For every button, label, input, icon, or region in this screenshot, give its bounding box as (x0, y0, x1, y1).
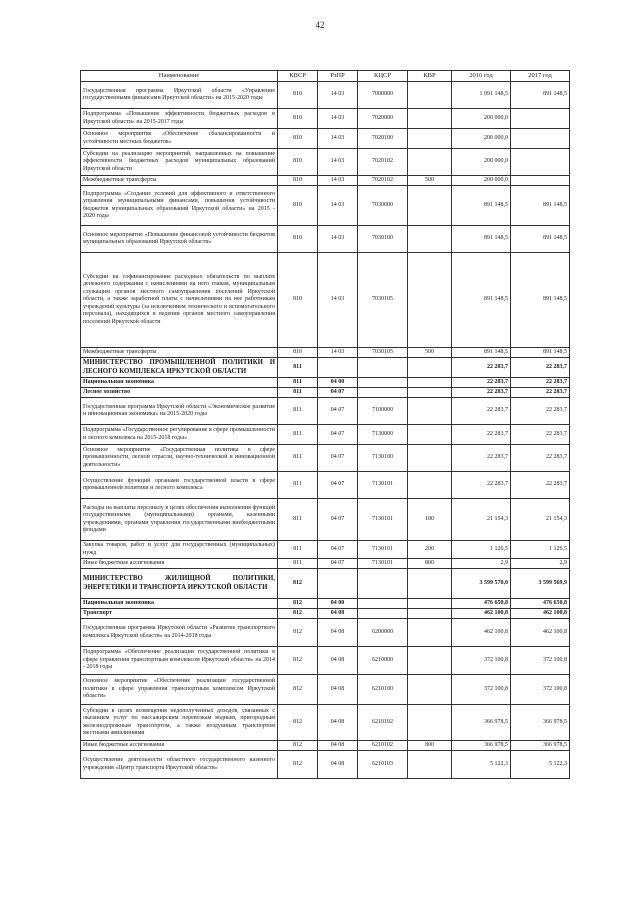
cell-kvr: 800 (408, 741, 452, 751)
cell-name: Подпрограмма «Государственное регулирование в сфере промышленности и лесного комплекса на 2015-2018 годы» (81, 425, 278, 445)
cell-kvsr: 812 (278, 599, 318, 609)
cell-kcsr: 6210103 (358, 751, 408, 779)
cell-kcsr (358, 599, 408, 609)
cell-rzpr: 04 08 (318, 619, 358, 647)
cell-kvr (408, 82, 452, 109)
cell-kvsr: 811 (278, 358, 318, 378)
col-header-2017: 2017 год (511, 71, 570, 82)
cell-kcsr: 7130101 (358, 499, 408, 541)
cell-rzpr (318, 569, 358, 599)
cell-rzpr (318, 358, 358, 378)
cell-kvr (408, 253, 452, 348)
cell-rzpr: 04 08 (318, 705, 358, 741)
table-row (81, 675, 570, 705)
cell-kcsr (358, 609, 408, 619)
cell-2017: 22 283,7 (511, 398, 570, 425)
cell-2016: 200 000,0 (452, 149, 511, 176)
table-row (81, 741, 570, 751)
cell-kvsr: 811 (278, 541, 318, 559)
col-header-kvsr: КВСР (278, 71, 318, 82)
cell-kvr: 200 (408, 541, 452, 559)
cell-2017: 372 100,8 (511, 647, 570, 675)
cell-name: Иные бюджетные ассигнования (81, 741, 278, 751)
cell-name: Основное мероприятие «Обеспечение сбалансированности и устойчивости местных бюджетов» (81, 129, 278, 149)
cell-2016: 462 100,8 (452, 609, 511, 619)
cell-kvr (408, 129, 452, 149)
cell-2016: 200 000,0 (452, 176, 511, 186)
cell-kcsr: 7030105 (358, 253, 408, 348)
cell-kvr (408, 647, 452, 675)
cell-rzpr: 04 08 (318, 675, 358, 705)
cell-kvr: 500 (408, 348, 452, 358)
cell-kcsr: 7020000 (358, 109, 408, 129)
cell-2017: 22 283,7 (511, 378, 570, 388)
cell-2016: 21 154,3 (452, 499, 511, 541)
table-row (81, 425, 570, 445)
cell-rzpr: 14 03 (318, 186, 358, 226)
cell-name: Осуществление функций органами государственной власти в сфере промышленной политики и лесного комплекса (81, 472, 278, 499)
cell-kvsr: 811 (278, 398, 318, 425)
cell-2017: 476 650,8 (511, 599, 570, 609)
budget-table (80, 70, 570, 779)
cell-kvsr: 812 (278, 741, 318, 751)
table-row (81, 472, 570, 499)
cell-kvsr: 810 (278, 129, 318, 149)
cell-rzpr: 04 08 (318, 741, 358, 751)
table-row (81, 541, 570, 559)
cell-name: Национальная экономика (81, 599, 278, 609)
cell-rzpr: 04 08 (318, 647, 358, 675)
cell-rzpr: 04 00 (318, 378, 358, 388)
cell-2016: 22 283,7 (452, 388, 511, 398)
cell-kvr (408, 751, 452, 779)
cell-2016: 2,9 (452, 559, 511, 569)
cell-2016: 476 650,8 (452, 599, 511, 609)
cell-kvr (408, 445, 452, 472)
cell-name: Межбюджетные трансферты (81, 176, 278, 186)
cell-2017 (511, 109, 570, 129)
cell-kvr: 800 (408, 559, 452, 569)
cell-rzpr: 04 08 (318, 609, 358, 619)
cell-2017: 1 126,5 (511, 541, 570, 559)
cell-kvr (408, 569, 452, 599)
table-row (81, 378, 570, 388)
cell-kvsr: 810 (278, 348, 318, 358)
cell-rzpr: 04 07 (318, 398, 358, 425)
cell-2016: 891 148,5 (452, 348, 511, 358)
cell-kcsr (358, 388, 408, 398)
cell-2016: 22 283,7 (452, 378, 511, 388)
cell-rzpr: 14 03 (318, 348, 358, 358)
col-header-kvr: КВР (408, 71, 452, 82)
table-row (81, 647, 570, 675)
cell-2016: 200 000,0 (452, 129, 511, 149)
cell-name: МИНИСТЕРСТВО ПРОМЫШЛЕННОЙ ПОЛИТИКИ И ЛЕСНОГО КОМПЛЕКСА ИРКУТСКОЙ ОБЛАСТИ (81, 358, 278, 378)
table-row (81, 149, 570, 176)
cell-rzpr: 04 07 (318, 559, 358, 569)
cell-kcsr: 7020102 (358, 149, 408, 176)
cell-kvr: 500 (408, 176, 452, 186)
cell-rzpr: 04 07 (318, 541, 358, 559)
cell-name: Национальная экономика (81, 378, 278, 388)
cell-kcsr: 6210102 (358, 705, 408, 741)
cell-kcsr: 6210100 (358, 675, 408, 705)
cell-kvsr: 810 (278, 176, 318, 186)
cell-2016: 1 091 148,5 (452, 82, 511, 109)
cell-2017: 3 599 569,9 (511, 569, 570, 599)
cell-rzpr: 14 03 (318, 82, 358, 109)
cell-2017: 891 148,5 (511, 348, 570, 358)
cell-name: Межбюджетные трансферты (81, 348, 278, 358)
cell-rzpr: 14 03 (318, 226, 358, 253)
col-header-rzpr: РзПР (318, 71, 358, 82)
table-row (81, 176, 570, 186)
table-row (81, 253, 570, 348)
cell-name: Подпрограмма «Обеспечение реализации государственной политики в сфере управления транспортным комплексом Иркутской области» на 2014 - 2018 годы (81, 647, 278, 675)
cell-kvr (408, 226, 452, 253)
cell-name: Субсидии на реализацию мероприятий, направленных на повышение эффективности бюджетных расходов муниципальных образований Иркутской области (81, 149, 278, 176)
cell-kvr (408, 186, 452, 226)
cell-rzpr: 04 07 (318, 445, 358, 472)
cell-kvr (408, 472, 452, 499)
cell-2016: 5 122,3 (452, 751, 511, 779)
cell-rzpr: 14 03 (318, 109, 358, 129)
cell-rzpr: 04 08 (318, 751, 358, 779)
table-row (81, 569, 570, 599)
cell-2017: 22 283,7 (511, 358, 570, 378)
cell-2017: 22 283,7 (511, 445, 570, 472)
cell-kvsr: 811 (278, 559, 318, 569)
table-row (81, 705, 570, 741)
cell-name: Субсидии в целях возмещения недополученных доходов, связанных с оказанием услуг по пассажирским перевозкам водным, пригородным железнодорожным транспортом, а также воздушным транспортом местными авиалиниями (81, 705, 278, 741)
cell-2017 (511, 176, 570, 186)
table-row (81, 499, 570, 541)
table-row (81, 751, 570, 779)
cell-name: Государственная программа Иркутской области «Экономическое развитие и инновационная экономика» на 2015-2020 годы (81, 398, 278, 425)
cell-kcsr: 7130101 (358, 559, 408, 569)
cell-2016: 1 126,5 (452, 541, 511, 559)
cell-name: Расходы на выплаты персоналу в целях обеспечения выполнения функций государственными (муниципальными) органами, казенными учреждениями, органами управления государственными внебюджетными фондами (81, 499, 278, 541)
cell-name: Иные бюджетные ассигнования (81, 559, 278, 569)
col-header-2016: 2016 год (452, 71, 511, 82)
cell-2016: 891 148,5 (452, 186, 511, 226)
cell-2017: 21 154,3 (511, 499, 570, 541)
table-row (81, 619, 570, 647)
cell-kvsr: 811 (278, 378, 318, 388)
cell-name: Подпрограмма «Создание условий для эффективного и ответственного управления муниципальными финансами, повышения устойчивости бюджетов муниципальных образований Иркутской области» на 2015 - 2020 годы (81, 186, 278, 226)
cell-kcsr: 7100000 (358, 398, 408, 425)
cell-2016: 200 000,0 (452, 109, 511, 129)
cell-kvsr: 810 (278, 186, 318, 226)
table-row (81, 445, 570, 472)
cell-kcsr (358, 569, 408, 599)
cell-rzpr: 14 03 (318, 129, 358, 149)
col-header-name: Наименование (81, 71, 278, 82)
cell-2017: 462 100,8 (511, 609, 570, 619)
cell-2016: 22 283,7 (452, 425, 511, 445)
page-number: 42 (315, 20, 325, 30)
cell-2017: 2,9 (511, 559, 570, 569)
cell-2017: 22 283,7 (511, 425, 570, 445)
cell-2016: 891 148,5 (452, 226, 511, 253)
cell-kcsr: 6200000 (358, 619, 408, 647)
cell-kvr (408, 675, 452, 705)
cell-2016: 372 100,8 (452, 647, 511, 675)
cell-kvsr: 812 (278, 619, 318, 647)
cell-kvsr: 812 (278, 647, 318, 675)
cell-name: Субсидии на софинансирование расходных обязательств по выплате денежного содержания с начислениями на него главам, муниципальным служащим органов местного самоуправления поселений Иркутской области, а также заработной платы с начислениями на нее работникам учреждений культуры (за исключением технического и вспомогательного персонала), находящихся в ведении органов местного самоуправления поселений Иркутской области (81, 253, 278, 348)
cell-2016: 366 978,5 (452, 741, 511, 751)
cell-2017: 891 148,5 (511, 253, 570, 348)
cell-kcsr: 7130000 (358, 425, 408, 445)
cell-kvr (408, 705, 452, 741)
cell-kvr (408, 149, 452, 176)
cell-2017: 462 100,8 (511, 619, 570, 647)
cell-2016: 22 283,7 (452, 472, 511, 499)
cell-name: Осуществление деятельности областного государственного казенного учреждения «Центр транспорта Иркутской области» (81, 751, 278, 779)
cell-2017: 366 978,5 (511, 705, 570, 741)
cell-kcsr: 7020100 (358, 129, 408, 149)
table-row (81, 226, 570, 253)
cell-2017: 372 100,8 (511, 675, 570, 705)
table-row (81, 388, 570, 398)
cell-kvr (408, 358, 452, 378)
table-row (81, 559, 570, 569)
table-row (81, 348, 570, 358)
cell-kcsr: 7130101 (358, 472, 408, 499)
cell-2016: 366 978,5 (452, 705, 511, 741)
cell-kvr (408, 378, 452, 388)
table-row (81, 109, 570, 129)
cell-kvsr: 812 (278, 751, 318, 779)
cell-2017 (511, 129, 570, 149)
cell-kcsr: 6210000 (358, 647, 408, 675)
cell-kcsr: 7030100 (358, 226, 408, 253)
cell-rzpr: 04 00 (318, 599, 358, 609)
cell-2017: 22 283,7 (511, 472, 570, 499)
cell-name: Основное мероприятие «Обеспечение реализации государственной политики в сфере управления транспортным комплексом Иркутской области» (81, 675, 278, 705)
cell-2017: 891 148,5 (511, 82, 570, 109)
cell-kvsr: 810 (278, 149, 318, 176)
table-row (81, 398, 570, 425)
cell-kvsr: 810 (278, 82, 318, 109)
cell-kvsr: 811 (278, 499, 318, 541)
cell-kcsr: 7030000 (358, 186, 408, 226)
cell-kcsr: 7020102 (358, 176, 408, 186)
cell-kcsr: 6210102 (358, 741, 408, 751)
cell-2016: 372 100,8 (452, 675, 511, 705)
col-header-kcsr: КЦСР (358, 71, 408, 82)
cell-kvr (408, 109, 452, 129)
cell-rzpr: 04 07 (318, 388, 358, 398)
cell-rzpr: 04 07 (318, 472, 358, 499)
cell-kvsr: 812 (278, 705, 318, 741)
cell-rzpr: 14 03 (318, 149, 358, 176)
cell-rzpr: 04 07 (318, 499, 358, 541)
cell-2016: 891 148,5 (452, 253, 511, 348)
cell-2017: 22 283,7 (511, 388, 570, 398)
table-row (81, 82, 570, 109)
cell-2016: 22 283,7 (452, 398, 511, 425)
cell-kcsr: 7130101 (358, 541, 408, 559)
table-row (81, 186, 570, 226)
cell-2016: 462 100,8 (452, 619, 511, 647)
cell-kcsr: 7000000 (358, 82, 408, 109)
cell-2017: 891 148,5 (511, 226, 570, 253)
cell-kvsr: 811 (278, 472, 318, 499)
cell-2017: 366 978,5 (511, 741, 570, 751)
cell-kvr (408, 619, 452, 647)
cell-kvsr: 811 (278, 425, 318, 445)
cell-kcsr (358, 358, 408, 378)
table-header (81, 71, 570, 82)
cell-kvr: 100 (408, 499, 452, 541)
table-row (81, 609, 570, 619)
cell-2016: 3 599 570,0 (452, 569, 511, 599)
cell-2016: 22 283,7 (452, 358, 511, 378)
cell-kvsr: 810 (278, 226, 318, 253)
cell-rzpr: 04 07 (318, 425, 358, 445)
cell-kvsr: 812 (278, 675, 318, 705)
cell-kcsr: 7130100 (358, 445, 408, 472)
cell-name: Транспорт (81, 609, 278, 619)
cell-name: Государственная программа Иркутской области «Управление государственными финансами Иркутской области» на 2015-2020 годы (81, 82, 278, 109)
cell-name: Закупка товаров, работ и услуг для государственных (муниципальных) нужд (81, 541, 278, 559)
cell-kvr (408, 398, 452, 425)
cell-kvr (408, 609, 452, 619)
cell-rzpr: 14 03 (318, 253, 358, 348)
cell-kvsr: 811 (278, 388, 318, 398)
cell-kvsr: 810 (278, 109, 318, 129)
cell-kvsr: 812 (278, 569, 318, 599)
cell-kvsr: 812 (278, 609, 318, 619)
cell-name: Подпрограмма «Повышение эффективности бюджетных расходов в Иркутской области» на 2015-2017 годы (81, 109, 278, 129)
cell-name: МИНИСТЕРСТВО ЖИЛИЩНОЙ ПОЛИТИКИ, ЭНЕРГЕТИКИ И ТРАНСПОРТА ИРКУТСКОЙ ОБЛАСТИ (81, 569, 278, 599)
cell-kcsr (358, 378, 408, 388)
cell-2017 (511, 149, 570, 176)
table-row (81, 129, 570, 149)
cell-kvr (408, 599, 452, 609)
cell-name: Основное мероприятие «Государственная политика в сфере промышленности, лесной отрасли, научно-технической и инновационной деятельности» (81, 445, 278, 472)
cell-name: Государственная программа Иркутской области «Развитие транспортного комплекса Иркутской области» на 2014-2018 годы (81, 619, 278, 647)
table-row (81, 599, 570, 609)
cell-name: Основное мероприятие «Повышение финансовой устойчивости бюджетов муниципальных образований Иркутской области» (81, 226, 278, 253)
table-row (81, 358, 570, 378)
cell-name: Лесное хозяйство (81, 388, 278, 398)
cell-kvsr: 810 (278, 253, 318, 348)
cell-kcsr: 7030105 (358, 348, 408, 358)
cell-rzpr: 14 03 (318, 176, 358, 186)
cell-2017: 891 148,5 (511, 186, 570, 226)
cell-kvr (408, 388, 452, 398)
cell-2016: 22 283,7 (452, 445, 511, 472)
cell-2017: 5 122,3 (511, 751, 570, 779)
cell-kvsr: 811 (278, 445, 318, 472)
cell-kvr (408, 425, 452, 445)
